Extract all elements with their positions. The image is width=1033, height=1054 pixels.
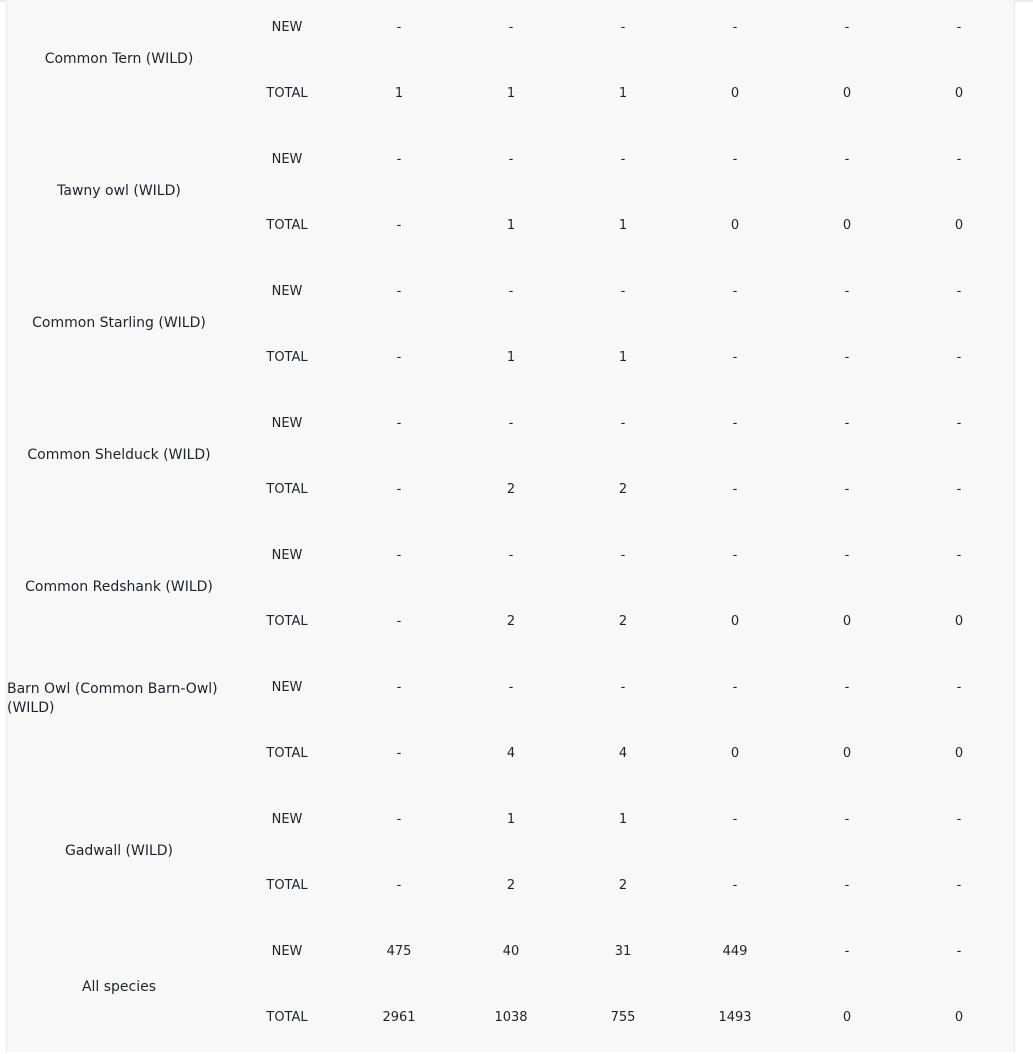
table-cell: 4 xyxy=(506,746,516,761)
species-name-text: Common Starling (WILD) xyxy=(32,315,206,331)
table-cell: - xyxy=(732,284,738,299)
table-cell: - xyxy=(396,152,402,167)
species-name-text: Barn Owl (Common Barn-Owl) (WILD) xyxy=(7,681,218,716)
total-row xyxy=(7,1008,1016,1028)
table-cell: - xyxy=(732,350,738,365)
table-cell: - xyxy=(844,878,850,893)
table-cell: - xyxy=(956,350,962,365)
new-row xyxy=(7,414,1016,434)
table-cell: 0 xyxy=(954,1010,964,1025)
table-cell: - xyxy=(732,482,738,497)
table-cell: 1 xyxy=(506,86,516,101)
table-cell: - xyxy=(732,416,738,431)
total-row xyxy=(7,348,1016,368)
table-cell: - xyxy=(732,878,738,893)
table-cell: - xyxy=(956,482,962,497)
species-block xyxy=(7,130,1016,262)
total-row-label: TOTAL xyxy=(266,878,308,893)
species-name-text: All species xyxy=(81,979,157,995)
table-cell: - xyxy=(956,878,962,893)
table-cell: 2 xyxy=(506,482,516,497)
table-cell: 0 xyxy=(842,1010,852,1025)
table-cell: - xyxy=(956,20,962,35)
species-name-text: Common Shelduck (WILD) xyxy=(27,447,211,463)
table-cell: 0 xyxy=(954,614,964,629)
table-cell: - xyxy=(396,680,402,695)
table-cell: - xyxy=(396,284,402,299)
table-cell: - xyxy=(844,350,850,365)
new-row xyxy=(7,18,1016,38)
total-row xyxy=(7,612,1016,632)
table-cell: 1 xyxy=(618,350,628,365)
species-block xyxy=(7,658,1016,790)
species-name-text: Common Tern (WILD) xyxy=(44,51,194,67)
new-row-label: NEW xyxy=(271,680,303,695)
table-cell: - xyxy=(956,416,962,431)
new-row xyxy=(7,810,1016,830)
table-cell: 2 xyxy=(506,614,516,629)
table-cell: - xyxy=(732,812,738,827)
table-cell: 0 xyxy=(730,614,740,629)
table-cell: - xyxy=(508,416,514,431)
table-cell: - xyxy=(508,152,514,167)
table-cell: - xyxy=(732,548,738,563)
new-row-label: NEW xyxy=(271,20,303,35)
table-cell: 0 xyxy=(842,746,852,761)
table-cell: - xyxy=(620,152,626,167)
new-row-label: NEW xyxy=(271,152,303,167)
table-cell: 0 xyxy=(842,614,852,629)
table-cell: - xyxy=(396,614,402,629)
total-row-label: TOTAL xyxy=(266,746,308,761)
table-cell: 2 xyxy=(506,878,516,893)
table-cell: - xyxy=(956,152,962,167)
species-name-text: Gadwall (WILD) xyxy=(64,843,174,859)
table-cell: 475 xyxy=(386,944,412,959)
total-row-label: TOTAL xyxy=(266,350,308,365)
table-cell: - xyxy=(620,548,626,563)
new-row xyxy=(7,282,1016,302)
total-row xyxy=(7,84,1016,104)
table-cell: - xyxy=(396,482,402,497)
new-row-label: NEW xyxy=(271,284,303,299)
table-cell: - xyxy=(844,812,850,827)
table-cell: - xyxy=(620,20,626,35)
table-cell: - xyxy=(508,680,514,695)
table-cell: - xyxy=(396,548,402,563)
table-cell: 1 xyxy=(618,86,628,101)
table-cell: 40 xyxy=(502,944,520,959)
table-cell: 755 xyxy=(610,1010,636,1025)
table-cell: 0 xyxy=(730,746,740,761)
table-cell: - xyxy=(508,548,514,563)
species-stats-table xyxy=(6,0,1015,1052)
new-row xyxy=(7,150,1016,170)
species-name xyxy=(7,931,231,997)
table-cell: - xyxy=(844,548,850,563)
total-row-label: TOTAL xyxy=(266,86,308,101)
species-block xyxy=(7,394,1016,526)
total-row xyxy=(7,876,1016,896)
table-cell: - xyxy=(732,20,738,35)
species-block-all xyxy=(7,922,1016,1054)
total-row xyxy=(7,480,1016,500)
table-cell: 0 xyxy=(842,218,852,233)
table-cell: - xyxy=(620,416,626,431)
table-cell: 1 xyxy=(506,812,516,827)
table-cell: - xyxy=(396,878,402,893)
table-cell: - xyxy=(844,152,850,167)
total-row-label: TOTAL xyxy=(266,614,308,629)
table-cell: 1 xyxy=(506,218,516,233)
total-row-label: TOTAL xyxy=(266,482,308,497)
table-cell: - xyxy=(732,152,738,167)
new-row xyxy=(7,942,1016,962)
table-cell: 4 xyxy=(618,746,628,761)
table-cell: - xyxy=(396,20,402,35)
table-cell: - xyxy=(956,812,962,827)
table-cell: - xyxy=(620,284,626,299)
species-block xyxy=(7,526,1016,658)
table-cell: 1038 xyxy=(494,1010,528,1025)
species-block xyxy=(7,0,1016,130)
table-cell: 2 xyxy=(618,614,628,629)
table-cell: - xyxy=(956,944,962,959)
table-cell: - xyxy=(956,284,962,299)
table-cell: 1493 xyxy=(718,1010,752,1025)
table-cell: - xyxy=(844,482,850,497)
table-cell: 1 xyxy=(618,812,628,827)
table-cell: 31 xyxy=(614,944,632,959)
species-name-text: Tawny owl (WILD) xyxy=(57,183,181,199)
table-cell: 2 xyxy=(618,482,628,497)
species-name-text: Common Redshank (WILD) xyxy=(25,579,213,595)
table-cell: - xyxy=(844,416,850,431)
table-cell: - xyxy=(396,812,402,827)
table-cell: - xyxy=(396,218,402,233)
table-cell: 0 xyxy=(842,86,852,101)
table-cell: - xyxy=(844,20,850,35)
table-cell: - xyxy=(508,20,514,35)
new-row xyxy=(7,546,1016,566)
total-row xyxy=(7,744,1016,764)
new-row-label: NEW xyxy=(271,944,303,959)
new-row-label: NEW xyxy=(271,416,303,431)
table-cell: - xyxy=(844,944,850,959)
table-cell: 1 xyxy=(618,218,628,233)
table-cell: 449 xyxy=(722,944,748,959)
species-block xyxy=(7,262,1016,394)
table-cell: - xyxy=(396,746,402,761)
table-cell: - xyxy=(956,548,962,563)
table-cell: - xyxy=(396,350,402,365)
new-row xyxy=(7,678,1016,698)
table-cell: - xyxy=(956,680,962,695)
table-cell: 0 xyxy=(954,218,964,233)
table-cell: - xyxy=(844,284,850,299)
total-row-label: TOTAL xyxy=(266,218,308,233)
table-cell: 0 xyxy=(954,746,964,761)
table-cell: 0 xyxy=(954,86,964,101)
table-cell: - xyxy=(844,680,850,695)
table-cell: 0 xyxy=(730,218,740,233)
table-cell: - xyxy=(396,416,402,431)
total-row xyxy=(7,216,1016,236)
table-cell: 1 xyxy=(506,350,516,365)
total-row-label: TOTAL xyxy=(266,1010,308,1025)
table-cell: 0 xyxy=(730,86,740,101)
table-cell: - xyxy=(508,284,514,299)
new-row-label: NEW xyxy=(271,812,303,827)
table-cell: 2961 xyxy=(382,1010,416,1025)
table-cell: 1 xyxy=(394,86,404,101)
table-cell: - xyxy=(620,680,626,695)
new-row-label: NEW xyxy=(271,548,303,563)
table-cell: 2 xyxy=(618,878,628,893)
table-cell: - xyxy=(732,680,738,695)
species-block xyxy=(7,790,1016,922)
